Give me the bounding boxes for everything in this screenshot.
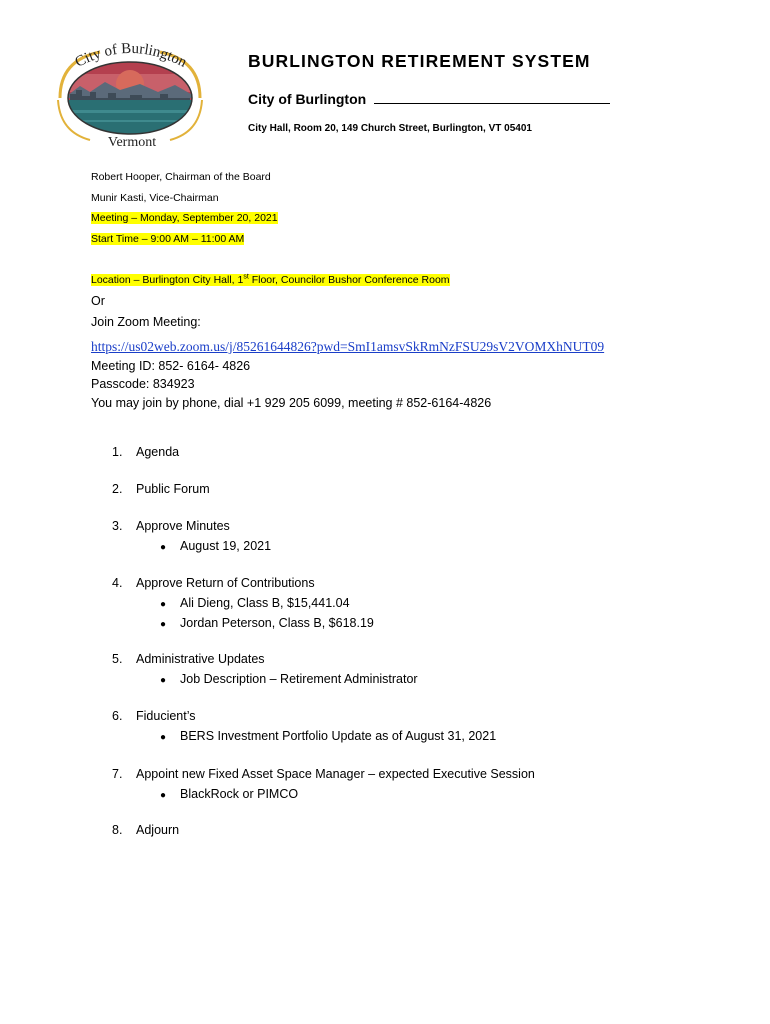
phone-dial-in: You may join by phone, dial +1 929 205 6099, meeting # 852-6164-4826 xyxy=(91,396,492,410)
bullet-icon: ● xyxy=(160,732,167,743)
agenda-item xyxy=(112,445,179,459)
agenda-subitem-label: Ali Dieng, Class B, $15,441.04 xyxy=(180,596,350,610)
meeting-id: Meeting ID: 852- 6164- 4826 xyxy=(91,359,251,373)
city-of-burlington-logo xyxy=(50,40,210,150)
agenda-subitem xyxy=(160,539,271,553)
agenda-item-number: 5. xyxy=(112,652,123,666)
city-name: City of Burlington xyxy=(248,91,367,107)
agenda-item xyxy=(112,482,210,496)
meeting-date: Meeting – Monday, September 20, 2021 xyxy=(91,212,278,224)
agenda-item-label: Public Forum xyxy=(136,482,210,496)
agenda-item-label: Approve Minutes xyxy=(136,519,230,533)
bullet-icon: ● xyxy=(160,542,167,553)
logo-top-text: City of Burlington xyxy=(72,40,190,71)
agenda-subitem-label: BlackRock or PIMCO xyxy=(180,787,299,801)
agenda-item-number: 7. xyxy=(112,767,123,781)
page-title: BURLINGTON RETIREMENT SYSTEM xyxy=(248,51,591,71)
agenda-subitem xyxy=(160,596,350,610)
address: City Hall, Room 20, 149 Church Street, Burlington, VT 05401 xyxy=(248,123,532,134)
agenda-item-number: 8. xyxy=(112,823,123,837)
agenda-item xyxy=(112,767,535,781)
agenda-subitem xyxy=(160,672,418,686)
agenda-item xyxy=(112,519,230,533)
zoom-link[interactable]: https://us02web.zoom.us/j/85261644826?pwd=SmI1amsvSkRmNzFSU29sV2VOMXhNUT09 xyxy=(91,339,605,354)
agenda-item-number: 3. xyxy=(112,519,123,533)
agenda-subitem xyxy=(160,787,298,801)
agenda-item-label: Approve Return of Contributions xyxy=(136,576,315,590)
agenda-item-number: 1. xyxy=(112,445,123,459)
or-text: Or xyxy=(91,294,105,308)
agenda-item-label: Appoint new Fixed Asset Space Manager – expected Executive Session xyxy=(136,767,535,781)
agenda-subitem xyxy=(160,616,374,630)
agenda-item-label: Agenda xyxy=(136,445,180,459)
agenda-subitem-label: BERS Investment Portfolio Update as of August 31, 2021 xyxy=(180,729,497,743)
agenda-item xyxy=(112,652,265,666)
logo-image xyxy=(50,40,210,150)
agenda-subitem-label: Jordan Peterson, Class B, $618.19 xyxy=(180,616,374,630)
bullet-icon: ● xyxy=(160,599,167,610)
bullet-icon: ● xyxy=(160,619,167,630)
signature-rule xyxy=(374,91,610,104)
meeting-location: Location – Burlington City Hall, 1st Floor, Councilor Bushor Conference Room xyxy=(91,273,450,286)
bullet-icon: ● xyxy=(160,790,167,801)
agenda-item xyxy=(112,823,179,837)
agenda-item-number: 2. xyxy=(112,482,123,496)
city-line xyxy=(248,91,610,107)
zoom-label: Join Zoom Meeting: xyxy=(91,315,201,329)
bullet-icon: ● xyxy=(160,675,167,686)
chairman: Robert Hooper, Chairman of the Board xyxy=(91,171,271,183)
agenda-item xyxy=(112,709,196,723)
agenda-item-number: 6. xyxy=(112,709,123,723)
logo-bottom-text: Vermont xyxy=(107,135,157,150)
agenda-subitem xyxy=(160,729,496,743)
agenda-subitem-label: Job Description – Retirement Administrator xyxy=(180,672,418,686)
agenda-item-label: Fiducient’s xyxy=(136,709,196,723)
vice-chairman: Munir Kasti, Vice-Chairman xyxy=(91,192,219,204)
passcode: Passcode: 834923 xyxy=(91,377,195,391)
agenda-subitem-label: August 19, 2021 xyxy=(180,539,272,553)
agenda-item-label: Adjourn xyxy=(136,823,180,837)
meeting-time: Start Time – 9:00 AM – 11:00 AM xyxy=(91,233,245,245)
agenda-item-number: 4. xyxy=(112,576,123,590)
agenda-item-label: Administrative Updates xyxy=(136,652,265,666)
agenda-item xyxy=(112,576,315,590)
